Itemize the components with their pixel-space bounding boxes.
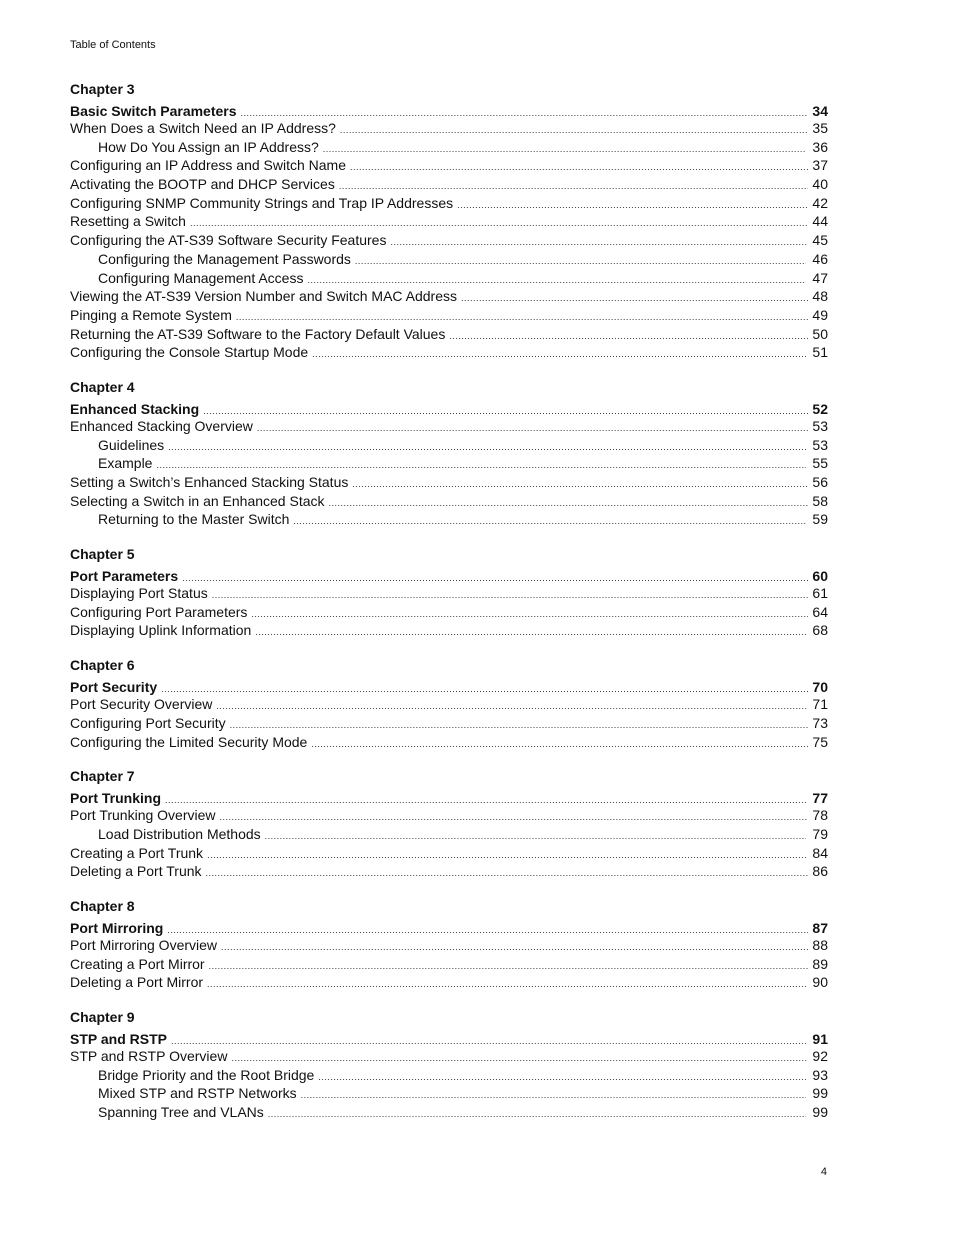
toc-entry[interactable] — [70, 844, 828, 863]
toc-entry-page: 45 — [812, 232, 828, 249]
toc-entry-page: 90 — [812, 974, 828, 991]
toc-entry-page: 56 — [812, 474, 828, 490]
dot-leader — [182, 570, 808, 586]
dot-leader — [212, 586, 808, 605]
toc-entry-title: Port Security — [70, 679, 158, 696]
chapter-section — [70, 81, 828, 362]
chapter-label: Chapter 3 — [70, 81, 135, 97]
dot-leader — [355, 252, 806, 271]
toc-entry-page: 37 — [812, 157, 828, 174]
chapter-section — [70, 657, 828, 751]
toc-entry[interactable] — [70, 733, 828, 752]
dot-leader — [165, 792, 808, 808]
chapter-section — [70, 379, 828, 529]
toc-entry[interactable] — [70, 250, 828, 269]
toc-entry-page: 79 — [812, 825, 828, 842]
dot-leader — [251, 605, 808, 624]
dot-leader — [390, 233, 808, 252]
toc-entry-title: Port Parameters — [70, 568, 179, 585]
toc-entry-title: Displaying Port Status — [70, 585, 208, 602]
dot-leader — [340, 121, 808, 140]
toc-entry-page: 71 — [812, 696, 828, 713]
dot-leader — [461, 289, 808, 308]
toc-entry-page: 99 — [812, 1085, 828, 1102]
toc-entry[interactable] — [70, 287, 828, 306]
dot-leader — [209, 957, 808, 976]
dot-leader — [449, 327, 808, 346]
toc-entry[interactable] — [70, 973, 828, 992]
toc-entry-page: 99 — [812, 1104, 828, 1121]
toc-entry[interactable] — [70, 417, 828, 436]
chapter-title-entry[interactable] — [70, 790, 828, 806]
toc-entry-title: STP and RSTP — [70, 1031, 167, 1047]
dot-leader — [350, 158, 808, 177]
dot-leader — [265, 827, 806, 846]
toc-entry-title: Configuring an IP Address and Switch Name — [70, 157, 347, 174]
chapter-title-entry[interactable] — [70, 103, 828, 119]
chapter-label: Chapter 8 — [70, 897, 135, 914]
toc-entry-title: Configuring Management Access — [98, 269, 304, 286]
toc-entry[interactable] — [70, 825, 828, 844]
toc-entry-title: Displaying Uplink Information — [70, 622, 252, 639]
toc-entry-page: 73 — [812, 714, 828, 731]
dot-leader — [168, 438, 806, 457]
toc-entry[interactable] — [70, 1047, 828, 1066]
toc-entry-title: Creating a Port Mirror — [70, 955, 205, 972]
dot-leader — [207, 975, 808, 994]
toc-entry[interactable] — [70, 695, 828, 714]
toc-entry-page: 47 — [812, 269, 828, 286]
toc-entry-page: 40 — [812, 176, 828, 193]
toc-entry-title: Viewing the AT-S39 Version Number and Switch MAC Address — [70, 288, 458, 305]
toc-entry-title: Activating the BOOTP and DHCP Services — [70, 176, 335, 193]
toc-entry-page: 42 — [812, 194, 828, 211]
toc-entry-title: Creating a Port Trunk — [70, 844, 204, 861]
toc-entry[interactable] — [70, 584, 828, 603]
toc-entry[interactable] — [70, 1066, 828, 1085]
dot-leader — [203, 403, 808, 419]
toc-entry[interactable] — [70, 473, 828, 492]
toc-entry[interactable] — [70, 436, 828, 455]
dot-leader — [171, 1033, 808, 1049]
toc-entry[interactable] — [70, 955, 828, 974]
toc-entry-title: STP and RSTP Overview — [70, 1048, 228, 1064]
toc-entry-title: Bridge Priority and the Root Bridge — [98, 1066, 315, 1083]
toc-entry-page: 89 — [812, 955, 828, 972]
toc-entry-page: 48 — [812, 288, 828, 305]
toc-entry-page: 88 — [812, 936, 828, 953]
toc-entry-page: 92 — [812, 1048, 828, 1064]
toc-entry[interactable] — [70, 175, 828, 194]
toc-entry-page: 75 — [812, 733, 828, 750]
dot-leader — [255, 623, 808, 642]
page-number: 4 — [820, 1166, 827, 1178]
chapter-label: Chapter 9 — [70, 1009, 135, 1025]
toc-entry[interactable] — [70, 194, 828, 213]
dot-leader — [161, 681, 808, 697]
toc-entry[interactable] — [70, 269, 828, 288]
toc-entry-page: 49 — [812, 306, 828, 323]
toc-entry-title: Returning to the Master Switch — [98, 511, 290, 528]
toc-entry-title: Configuring SNMP Community Strings and Trap IP Addresses — [70, 194, 454, 211]
toc-entry-page: 35 — [812, 120, 828, 136]
dot-leader — [301, 1086, 806, 1105]
toc-entry-page: 36 — [812, 138, 828, 155]
toc-entry-title: Configuring Port Security — [70, 714, 226, 731]
toc-entry-page: 53 — [812, 417, 828, 434]
toc-entry[interactable] — [70, 806, 828, 825]
toc-entry-page: 59 — [812, 511, 828, 528]
toc-entry-page: 46 — [812, 250, 828, 267]
toc-entry-title: Basic Switch Parameters — [70, 103, 237, 119]
toc-entry-page: 52 — [812, 400, 828, 417]
toc-entry[interactable] — [70, 714, 828, 733]
toc-entry[interactable] — [70, 119, 828, 138]
toc-entry-title: Pinging a Remote System — [70, 306, 232, 323]
toc-entry[interactable] — [70, 603, 828, 622]
toc-entry-page: 86 — [812, 863, 828, 880]
dot-leader — [329, 494, 809, 513]
toc-entry-title: Example — [98, 455, 153, 472]
chapter-label: Chapter 4 — [70, 378, 135, 395]
toc-entry-title: Port Mirroring — [70, 919, 164, 936]
dot-leader — [207, 846, 808, 865]
toc-entry[interactable] — [70, 231, 828, 250]
dot-leader — [293, 512, 806, 531]
chapter-section — [70, 898, 828, 992]
running-header: Table of Contents — [70, 39, 156, 51]
chapter-title-entry[interactable] — [70, 679, 828, 695]
toc-entry-page: 34 — [812, 103, 828, 119]
toc-entry-title: Port Trunking — [70, 790, 161, 807]
dot-leader — [216, 697, 808, 716]
dot-leader — [221, 938, 808, 957]
dot-leader — [257, 419, 808, 438]
chapter-title-entry[interactable] — [70, 401, 828, 417]
toc-entry-title: Load Distribution Methods — [98, 825, 261, 842]
toc-entry-title: Spanning Tree and VLANs — [98, 1104, 264, 1121]
toc-entry-title: Configuring the Limited Security Mode — [70, 733, 308, 750]
dot-leader — [323, 140, 806, 159]
toc-entry-title: Port Security Overview — [70, 696, 213, 713]
chapter-title-entry[interactable] — [70, 920, 828, 936]
chapter-label: Chapter 7 — [70, 768, 135, 785]
toc-entry-page: 61 — [812, 585, 828, 602]
toc-entry-title: Setting a Switch’s Enhanced Stacking Status — [70, 474, 349, 490]
toc-entry-title: Configuring the Console Startup Mode — [70, 344, 309, 361]
toc-entry-title: Port Trunking Overview — [70, 807, 216, 824]
dot-leader — [206, 864, 808, 883]
dot-leader — [268, 1105, 806, 1124]
dot-leader — [352, 475, 808, 494]
toc-entry[interactable] — [70, 862, 828, 881]
toc-entry-page: 50 — [812, 325, 828, 342]
toc-entry-title: How Do You Assign an IP Address? — [98, 138, 319, 155]
toc-entry[interactable] — [70, 156, 828, 175]
toc-entry[interactable] — [70, 621, 828, 640]
toc-entry[interactable] — [70, 343, 828, 362]
toc-entry-title: Mixed STP and RSTP Networks — [98, 1085, 297, 1102]
dot-leader — [457, 196, 808, 215]
toc-entry-page: 53 — [812, 436, 828, 453]
toc-entry[interactable] — [70, 325, 828, 344]
chapter-title-entry[interactable] — [70, 568, 828, 584]
chapter-label: Chapter 6 — [70, 657, 135, 674]
toc-entry-title: Selecting a Switch in an Enhanced Stack — [70, 492, 325, 509]
toc-entry[interactable] — [70, 454, 828, 473]
toc-entry-page: 44 — [812, 213, 828, 230]
chapter-section — [70, 546, 828, 640]
chapter-title-entry[interactable] — [70, 1031, 828, 1047]
toc-entry-page: 68 — [812, 622, 828, 639]
toc-entry-title: Resetting a Switch — [70, 213, 186, 230]
toc-entry-page: 70 — [812, 679, 828, 696]
toc-entry-page: 93 — [812, 1066, 828, 1083]
toc-entry-title: Configuring the AT-S39 Software Security Features — [70, 232, 387, 249]
chapter-label: Chapter 5 — [70, 546, 135, 563]
toc-entry-page: 51 — [812, 344, 828, 361]
toc-entry-page: 58 — [812, 492, 828, 509]
dot-leader — [318, 1068, 806, 1087]
toc-entry-page: 77 — [812, 790, 828, 807]
toc-entry-title: Deleting a Port Mirror — [70, 974, 204, 991]
dot-leader — [230, 716, 808, 735]
chapter-section — [70, 1009, 828, 1122]
toc-entry-page: 84 — [812, 844, 828, 861]
toc-entry-page: 91 — [812, 1031, 828, 1047]
toc-entry[interactable] — [70, 306, 828, 325]
dot-leader — [167, 922, 808, 938]
toc-entry-title: Configuring the Management Passwords — [98, 250, 351, 267]
toc-entry[interactable] — [70, 936, 828, 955]
toc-entry[interactable] — [70, 1103, 828, 1122]
toc-entry[interactable] — [70, 212, 828, 231]
toc-entry-title: Configuring Port Parameters — [70, 603, 248, 620]
toc-entry[interactable] — [70, 138, 828, 157]
toc-entry[interactable] — [70, 492, 828, 511]
toc-entry-title: Deleting a Port Trunk — [70, 863, 202, 880]
chapter-section — [70, 768, 828, 881]
toc-entry-title: Guidelines — [98, 436, 165, 453]
dot-leader — [311, 735, 808, 754]
toc-entry-page: 87 — [812, 919, 828, 936]
table-of-contents — [70, 81, 828, 1122]
toc-entry-title: Enhanced Stacking Overview — [70, 417, 253, 434]
toc-entry-title: Port Mirroring Overview — [70, 936, 218, 953]
dot-leader — [220, 808, 809, 827]
toc-entry-page: 55 — [812, 455, 828, 472]
dot-leader — [312, 345, 808, 364]
toc-entry-title: Returning the AT-S39 Software to the Factory Default Values — [70, 325, 446, 342]
toc-entry-page: 60 — [812, 568, 828, 585]
toc-entry[interactable] — [70, 510, 828, 529]
toc-entry-page: 78 — [812, 807, 828, 824]
toc-entry-title: When Does a Switch Need an IP Address? — [70, 120, 336, 136]
toc-entry-title: Enhanced Stacking — [70, 400, 200, 417]
toc-entry[interactable] — [70, 1084, 828, 1103]
toc-entry-page: 64 — [812, 603, 828, 620]
